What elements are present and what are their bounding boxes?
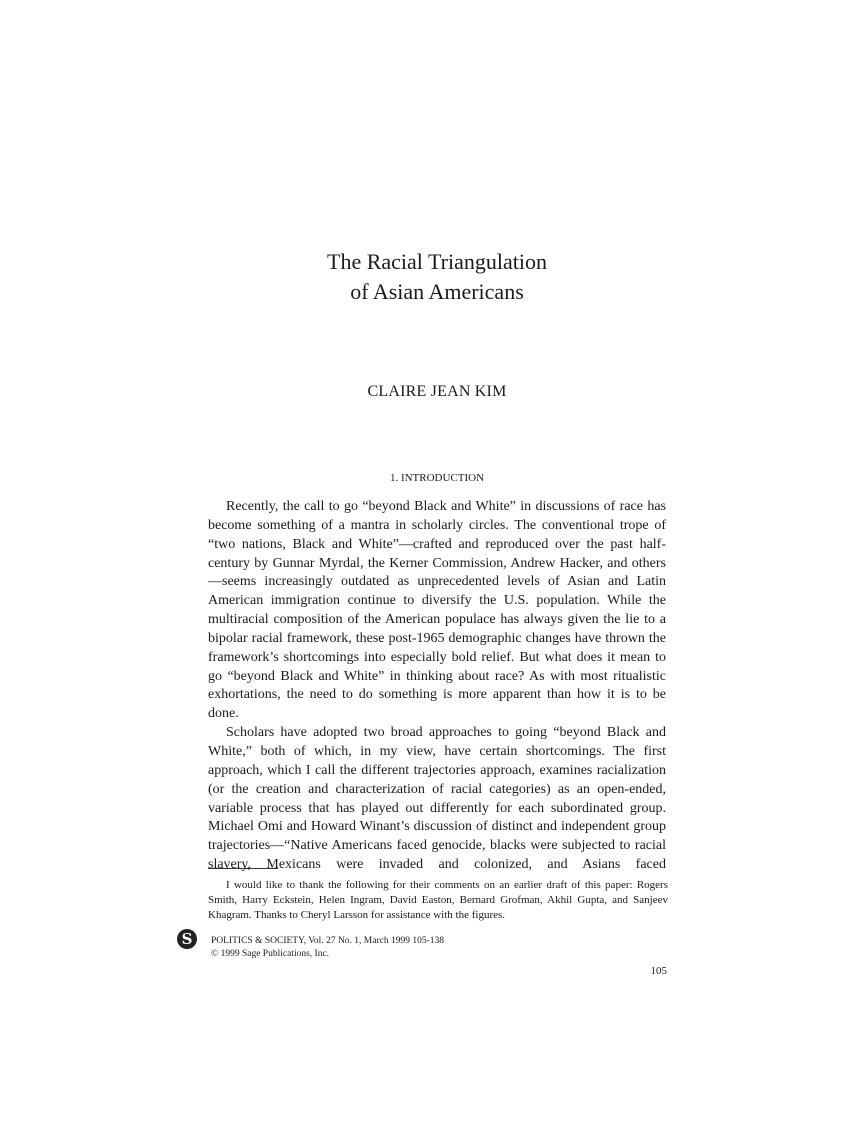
journal-info [211, 935, 444, 961]
journal-copyright: © 1999 Sage Publications, Inc. [211, 949, 330, 959]
title-line-1: The Racial Triangulation [327, 249, 547, 274]
footnote [208, 878, 668, 923]
body-text [208, 498, 666, 875]
page-number: 105 [650, 965, 667, 977]
title-line-2: of Asian Americans [350, 279, 524, 304]
journal-citation: POLITICS & SOCIETY, Vol. 27 No. 1, March 1999 105-138 [211, 936, 445, 946]
sage-logo-icon: S [177, 929, 197, 949]
paragraph-1: Recently, the call to go “beyond Black and White” in discussions of race has become something of a mantra in scholarly circles. The conventional trope of “two nations, Black and White”—crafted and reproduced over the past half-century by Gunnar Myrdal, the Kerner Commission, Andrew Hacker, and others—seems increasingly outdated as unprecedented levels of Asian and Latin American immigration continue to diversify the U.S. population. While the multiracial composition of the American populace has always given the lie to a bipolar racial framework, these post-1965 demographic changes have thrown the framework’s shortcomings into especially bold relief. But what does it mean to go “beyond Black and White” in thinking about race? As with most ritualistic exhortations, the need to do something is more apparent than how it is to be done. [208, 499, 666, 722]
article-title [0, 247, 864, 307]
footnote-divider [208, 868, 278, 869]
paragraph-2: Scholars have adopted two broad approaches to going “beyond Black and White,” both of which, in my view, have certain shortcomings. The first approach, which I call the different trajectories approach, examines racialization (or the creation and characterization of racial categories) as an open-ended, variable process that has played out differently for each subordinated group. Michael Omi and Howard Winant’s discussion of distinct and independent group trajectories—“Native Americans faced genocide, blacks were subjected to racial slavery, Mexicans were invaded and colonized, and Asians faced [208, 725, 666, 873]
author-name: CLAIRE JEAN KIM [367, 383, 507, 400]
footnote-text: I would like to thank the following for their comments on an earlier draft of this paper: Rogers Smith, Harry Eckstein, Helen Ingram, David Easton, Bernard Grofman, Akhil Gupta, and Sanjeev Khagram. Thanks to Cheryl Larsson for assistance with the figures. [208, 879, 668, 921]
section-heading: 1. INTRODUCTION [389, 472, 485, 484]
